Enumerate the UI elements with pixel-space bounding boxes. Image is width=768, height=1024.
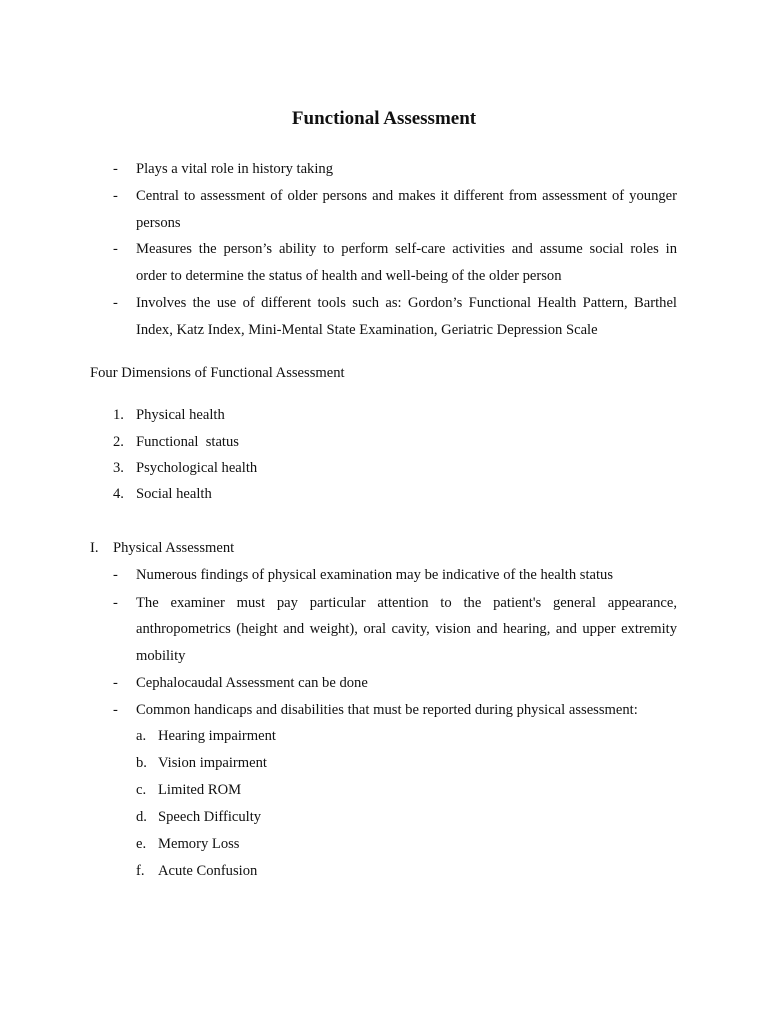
sublist-item: Limited ROM (158, 782, 242, 798)
list-marker: 3. (113, 460, 124, 476)
bullet-marker: - (113, 567, 118, 583)
bullet-marker: - (113, 295, 118, 311)
bullet-marker: - (113, 675, 118, 691)
bullet-text: persons (136, 215, 181, 231)
sublist-item: Speech Difficulty (158, 809, 262, 825)
bullet-text: Plays a vital role in history taking (136, 161, 333, 177)
list-marker: 2. (113, 434, 124, 450)
bullet-marker: - (113, 595, 118, 611)
sublist-marker: e. (136, 836, 147, 852)
section-marker: I. (90, 540, 99, 556)
section-heading: Four Dimensions of Functional Assessment (90, 365, 345, 381)
section-heading: Physical Assessment (113, 540, 235, 556)
bullet-text: Numerous findings of physical examination may be indicative of the health status (136, 567, 614, 583)
sublist-item: Acute Confusion (158, 863, 258, 879)
bullet-text: mobility (136, 648, 186, 664)
bullet-text: The examiner must pay particular attention to the patient's general appearance, (136, 595, 677, 611)
sublist-item: Vision impairment (158, 755, 267, 771)
bullet-text: Involves the use of different tools such as: Gordon’s Functional Health Pattern, Barthel (136, 295, 677, 311)
list-item: Functional status (136, 434, 239, 450)
bullet-text: anthropometrics (height and weight), oral cavity, vision and hearing, and upper extremity (136, 621, 677, 637)
bullet-text: order to determine the status of health and well-being of the older person (136, 268, 562, 284)
sublist-marker: d. (136, 809, 147, 825)
bullet-marker: - (113, 161, 118, 177)
bullet-text: Cephalocaudal Assessment can be done (136, 675, 368, 691)
list-item: Psychological health (136, 460, 258, 476)
sublist-marker: c. (136, 782, 147, 798)
bullet-text: Common handicaps and disabilities that must be reported during physical assessment: (136, 702, 638, 718)
bullet-marker: - (113, 188, 118, 204)
bullet-text: Measures the person’s ability to perform self-care activities and assume social roles in (136, 241, 677, 257)
bullet-marker: - (113, 702, 118, 718)
sublist-item: Hearing impairment (158, 728, 276, 744)
list-marker: 1. (113, 407, 124, 423)
list-marker: 4. (113, 486, 124, 502)
list-item: Social health (136, 486, 212, 502)
bullet-marker: - (113, 241, 118, 257)
bullet-text: Index, Katz Index, Mini-Mental State Examination, Geriatric Depression Scale (136, 322, 598, 338)
sublist-item: Memory Loss (158, 836, 240, 852)
bullet-text: Central to assessment of older persons and makes it different from assessment of younger (136, 188, 677, 204)
sublist-marker: b. (136, 755, 147, 771)
list-item: Physical health (136, 407, 225, 423)
sublist-marker: a. (136, 728, 147, 744)
page-title: Functional Assessment (291, 108, 477, 129)
sublist-marker: f. (136, 863, 145, 879)
